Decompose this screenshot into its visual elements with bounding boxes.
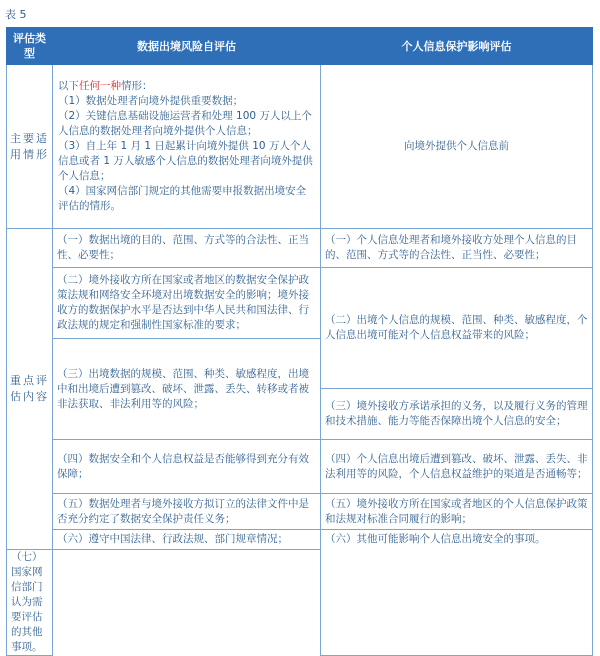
focus-row xyxy=(7,530,593,550)
focus-right-item: （五）境外接收方所在国家或者地区的个人信息保护政策和法规对标准合同履行的影响； xyxy=(321,494,593,530)
assessment-comparison-table xyxy=(6,27,593,656)
scenario-item: （1）数据处理者向境外提供重要数据； xyxy=(58,95,244,107)
focus-row xyxy=(7,268,593,305)
focus-right-item: （六）其他可能影响个人信息出境安全的事项。 xyxy=(321,530,593,656)
table-caption: 表 5 xyxy=(5,8,27,21)
focus-right-item: （二）出境个人信息的规模、范围、种类、敏感程度，个人信息出境可能对个人信息权益带来的风险； xyxy=(321,268,593,389)
header-pi-impact-assessment: 个人信息保护影响评估 xyxy=(321,28,593,65)
focus-left-item: （五）数据处理者与境外接收方拟订立的法律文件中是否充分约定了数据安全保护责任义务； xyxy=(53,494,321,530)
scenario-item: （4）国家网信部门规定的其他需要申报数据出境安全评估的情形。 xyxy=(58,185,307,212)
scenario-self-assessment-cell xyxy=(53,65,321,229)
scenario-intro: 以下任何一种情形： xyxy=(58,80,153,92)
focus-right-item: （四）个人信息出境后遭到篡改、破坏、泄露、丢失、非法利用等的风险，个人信息权益维护的渠道是否通畅等； xyxy=(321,440,593,494)
focus-left-item: （三）出境数据的规模、范围、种类、敏感程度，出境中和出境后遭到篡改、破坏、泄露、丢失、转移或者被非法获取、非法利用等的风险； xyxy=(53,339,321,440)
header-row xyxy=(7,28,593,65)
focus-right-item: （一）个人信息处理者和境外接收方处理个人信息的目的、范围、方式等的合法性、正当性、必要性； xyxy=(321,229,593,268)
focus-row xyxy=(7,494,593,530)
focus-left-item: （二）境外接收方所在国家或者地区的数据安全保护政策法规和网络安全环境对出境数据安全的影响；境外接收方的数据保护水平是否达到中华人民共和国法律、行政法规的规定和强制性国家标准的要求； xyxy=(53,268,321,339)
focus-left-item: （四）数据安全和个人信息权益是否能够得到充分有效保障； xyxy=(53,440,321,494)
scenario-row xyxy=(7,65,593,229)
scenario-pia-cell: 向境外提供个人信息前 xyxy=(321,65,593,229)
scenario-row-label: 主要适用情形 xyxy=(7,65,53,229)
focus-row xyxy=(7,440,593,494)
focus-left-item: （七）国家网信部门认为需要评估的其他事项。 xyxy=(7,550,53,656)
focus-right-item: （三）境外接收方承诺承担的义务，以及履行义务的管理和技术措施、能力等能否保障出境个人信息的安全； xyxy=(321,389,593,440)
focus-row xyxy=(7,229,593,268)
header-data-export-self-assessment: 数据出境风险自评估 xyxy=(53,28,321,65)
focus-row-label: 重点评估内容 xyxy=(7,229,53,550)
scenario-item: （3）自上年 1 月 1 日起累计向境外提供 10 万人个人信息或者 1 万人敏感个人信息的数据处理者向境外提供个人信息； xyxy=(58,140,313,182)
emphasis-any-one: 任何一种 xyxy=(79,80,121,92)
header-assessment-type: 评估类型 xyxy=(7,28,53,65)
scenario-item: （2）关键信息基础设施运营者和处理 100 万人以上个人信息的数据处理者向境外提供个人信息； xyxy=(58,110,312,137)
focus-left-item: （一）数据出境的目的、范围、方式等的合法性、正当性、必要性； xyxy=(53,229,321,268)
focus-left-item: （六）遵守中国法律、行政法规、部门规章情况； xyxy=(53,530,321,550)
